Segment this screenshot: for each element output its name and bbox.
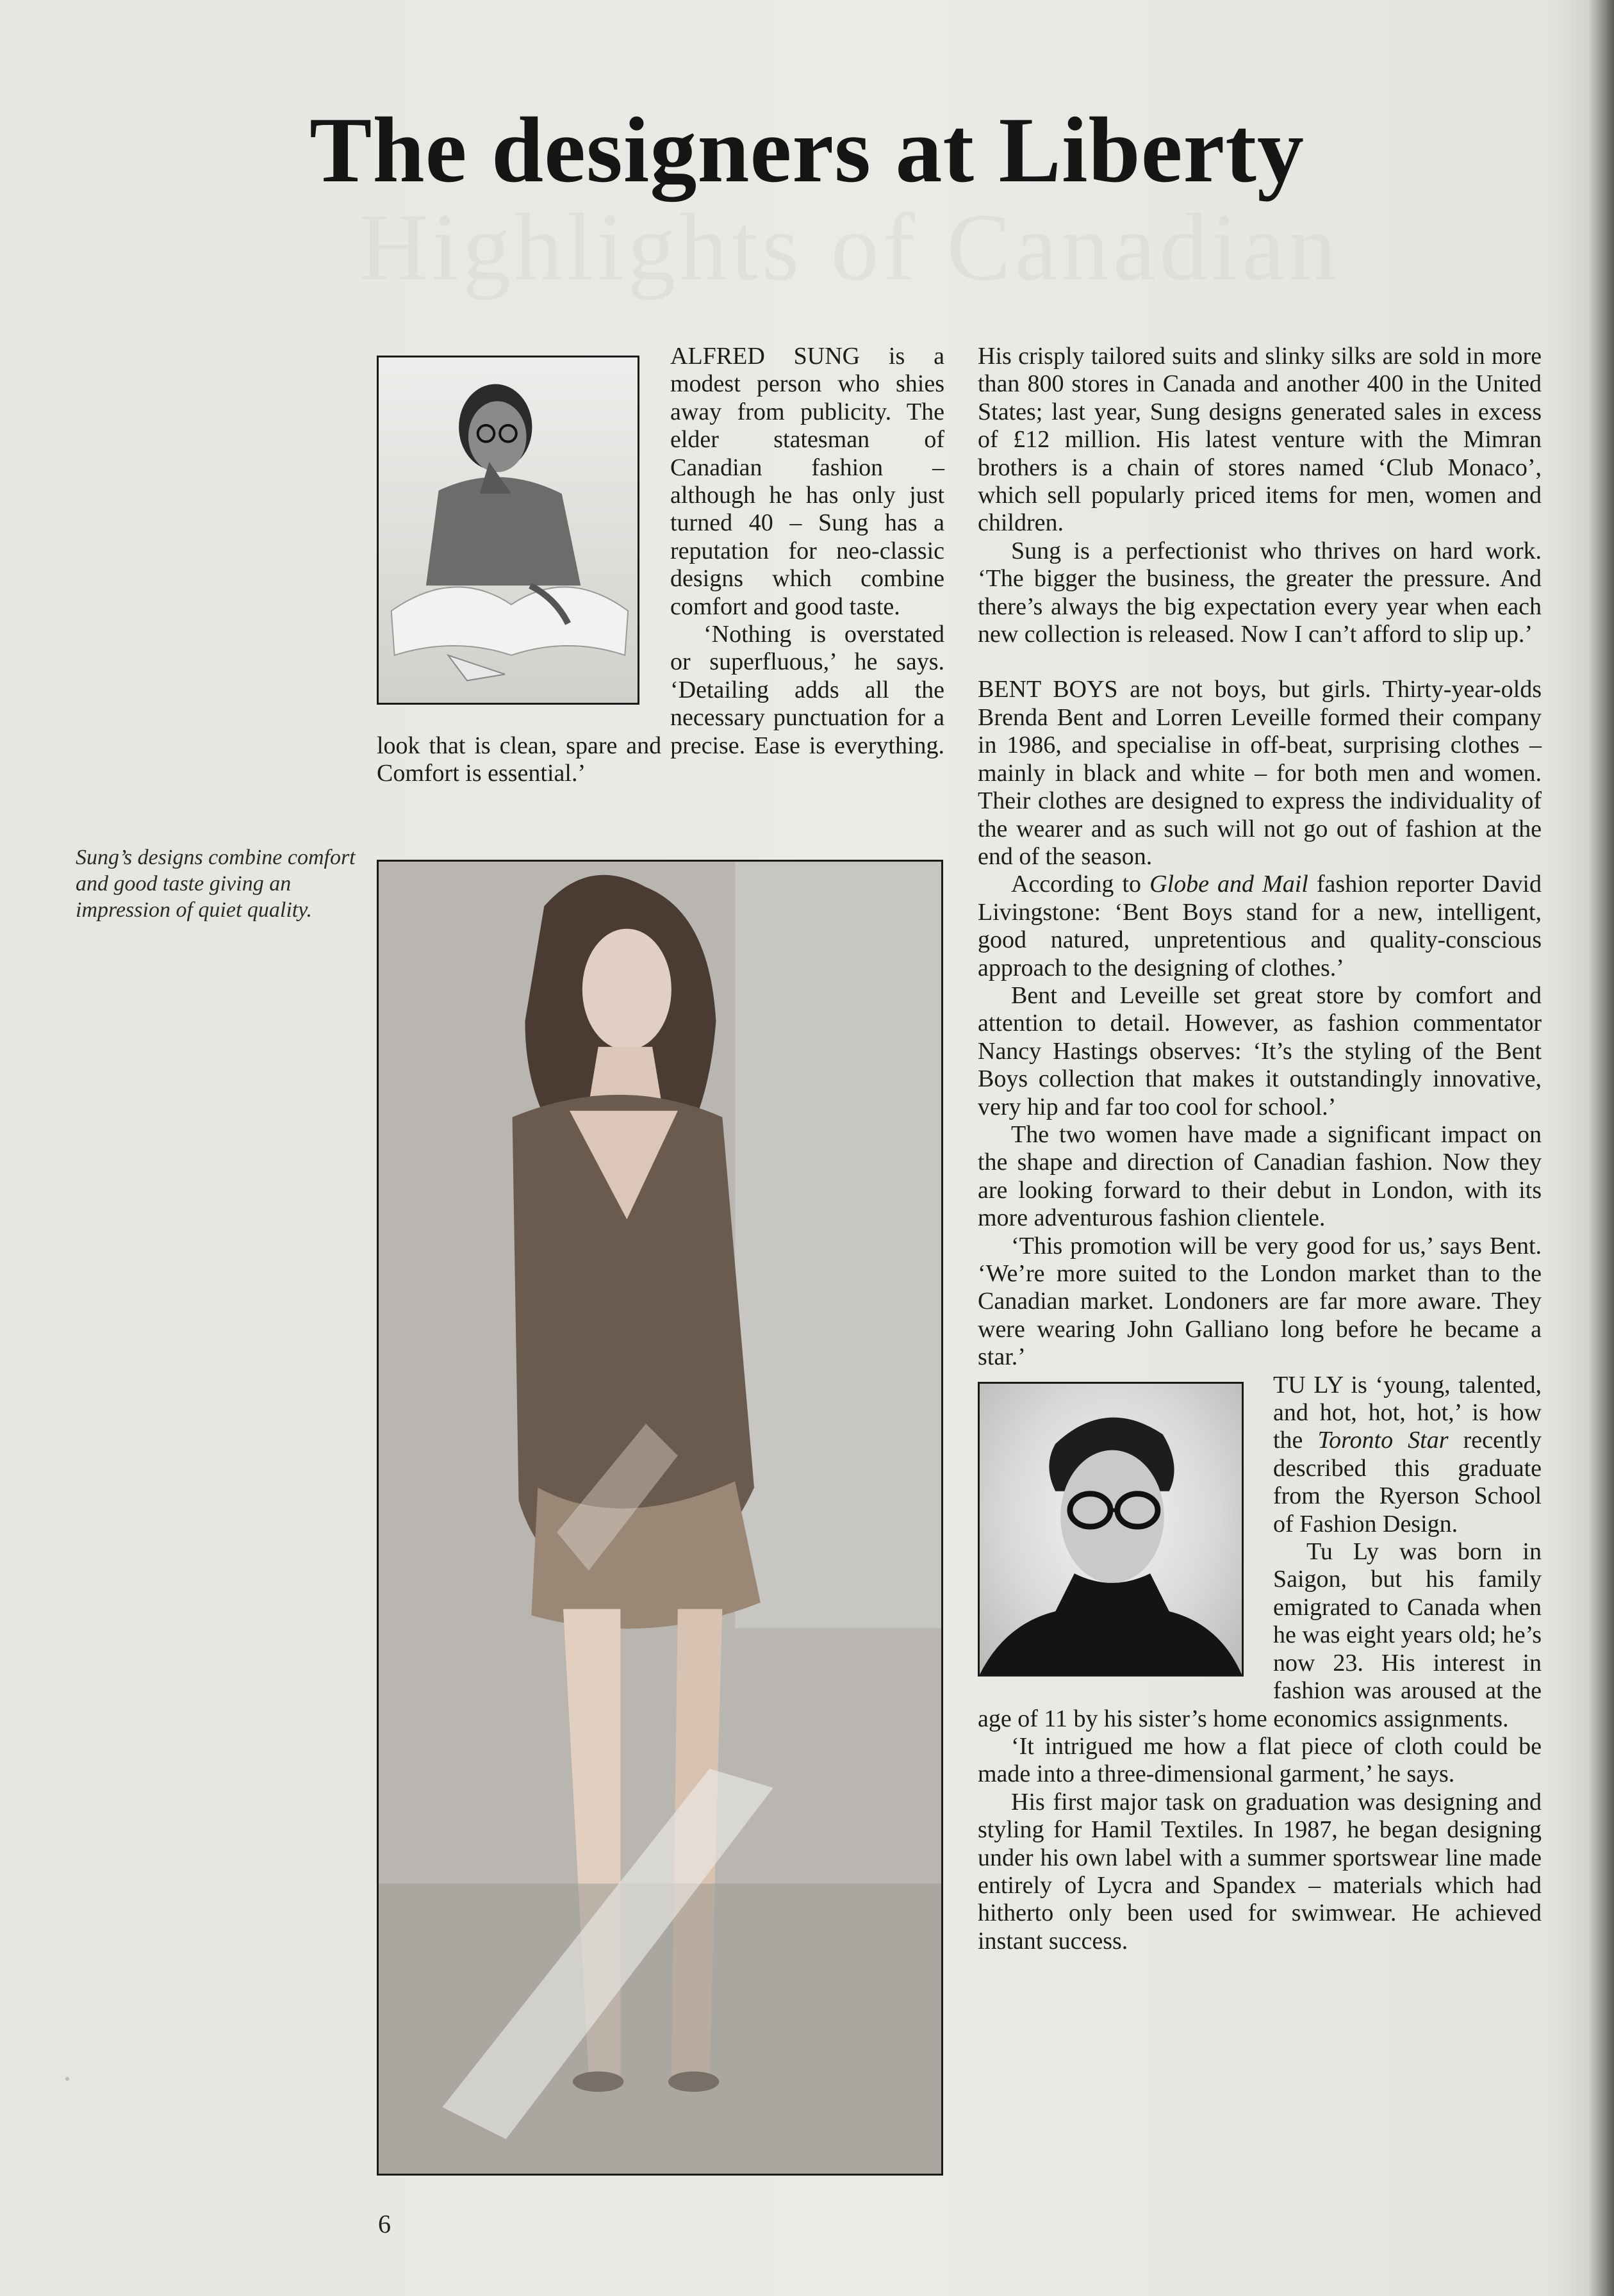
- sung-paragraph-4: Sung is a perfectionist who thrives on hard work. ‘The bigger the business, the greater the pressure. And there’s always the big expectation every year when each new collection is released. Now I can’t afford to slip up.’: [978, 537, 1542, 648]
- bent-paragraph-3: Bent and Leveille set great store by comfort and attention to detail. However, as fashion commentator Nancy Hastings observes: ‘It’s the styling of the Bent Boys collection that makes it outstandingly innovative, very hip and far too cool for school.’: [978, 981, 1542, 1120]
- sung-paragraph-3: His crisply tailored suits and slinky silks are sold in more than 800 stores in Canada and another 400 in the United States; last year, Sung designs generated sales in excess of £12 million. His latest venture with the Mimran brothers is a chain of stores named ‘Club Monaco’, which sell popularly priced items for men, women and children.: [978, 343, 1542, 537]
- bent-paragraph-4: The two women have made a significant impact on the shape and direction of Canadian fashion. Now they are looking forward to their debut in London, with its more adventurous fashion clientele.: [978, 1120, 1542, 1232]
- column-right: [978, 343, 1542, 1955]
- tuly-paragraph-3: ‘It intrigued me how a flat piece of cloth could be made into a three-dimensional garment,’ he says.: [978, 1732, 1542, 1788]
- tu-ly-photo-art: [980, 1384, 1242, 1675]
- photo-caption: Sung’s designs combine comfort and good taste giving an impression of quiet quality.: [76, 846, 356, 922]
- bent-paragraph-5: ‘This promotion will be very good for us,’ says Bent. ‘We’re more suited to the London market than to the Canadian market. Londoners are far more aware. They were wearing John Galliano long before he became a star.’: [978, 1232, 1542, 1371]
- bent-paragraph-1: BENT BOYS are not boys, but girls. Thirty-year-olds Brenda Bent and Lorren Leveille formed their company in 1986, and specialise in off-beat, surprising clothes – mainly in black and white – for both men and women. Their clothes are designed to express the individuality of the wearer and as such will not go out of fashion at the end of the season.: [978, 676, 1542, 870]
- paper-speck: [65, 2077, 69, 2081]
- publication-name: Toronto Star: [1317, 1427, 1449, 1454]
- model-photo: [377, 860, 943, 2176]
- sung-quote: ‘Nothing is overstated or superfluous,’ he says. ‘Detailing adds all the necessary punctuation for a look that is clean, spare and precise. Ease is everything. Comfort is essential.’: [377, 621, 944, 787]
- binding-shadow: [1588, 0, 1614, 2296]
- alfred-sung-photo: [377, 356, 639, 705]
- model-photo-art: [379, 862, 941, 2174]
- column-middle: [377, 343, 944, 788]
- bleed-through-text: Highlights of Canadian: [359, 194, 1340, 300]
- alfred-sung-photo-art: [379, 357, 638, 703]
- tuly-paragraph-2: Tu Ly was born in Saigon, but his family emigrated to Canada when he was eight years old; he’s now 23. His interest in fashion was aroused at the age of 11 by his sister’s home economics assignments.: [978, 1538, 1542, 1732]
- tuly-paragraph-1: TU LY is ‘young, talented, and hot, hot, hot,’ is how the Toronto Star recently described this graduate from the Ryerson School of Fashion Design.: [1273, 1371, 1542, 1538]
- sung-intro: ALFRED SUNG is a modest person who shies away from publicity. The elder statesman of Canadian fashion – although he has only just turned 40 – Sung has a reputation for neo-classic designs which combine comfort and good taste.: [670, 343, 944, 620]
- page-number: 6: [378, 2210, 391, 2238]
- tu-ly-photo: [978, 1382, 1244, 1677]
- tuly-paragraph-4: His first major task on graduation was designing and styling for Hamil Textiles. In 1987, he began designing under his own label with a summer sportswear line made entirely of Lycra and Spandex – materials which had hitherto only been used for swimwear. He achieved instant success.: [978, 1788, 1542, 1955]
- bent-paragraph-2: According to Globe and Mail fashion reporter David Livingstone: ‘Bent Boys stand for a new, intelligent, good natured, unpretentious and quality-conscious approach to the designing of clothes.’: [978, 871, 1542, 981]
- page-title: The designers at Liberty: [309, 98, 1305, 202]
- publication-name: Globe and Mail: [1149, 871, 1308, 898]
